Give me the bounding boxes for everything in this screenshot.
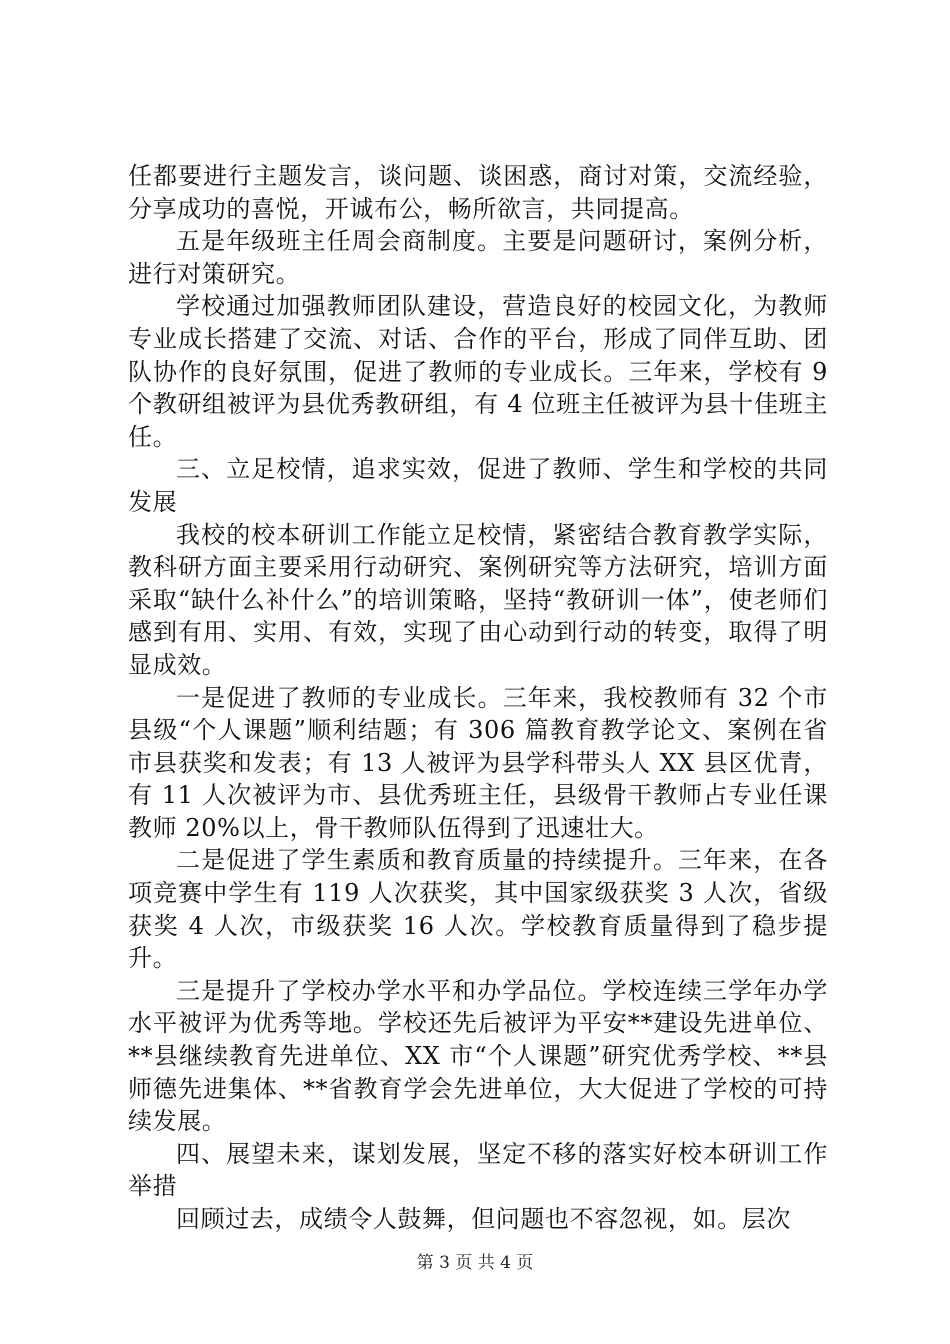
- section-heading-four: 四、展望未来，谋划发展，坚定不移的落实好校本研训工作举措: [128, 1139, 828, 1201]
- section-heading-three: 三、立足校情，追求实效，促进了教师、学生和学校的共同发展: [128, 455, 828, 516]
- document-body: [128, 160, 828, 1236]
- paragraph-school-research: 我校的校本研训工作能立足校情，紧密结合教育教学实际，教科研方面主要采用行动研究、案例研究等方法研究，培训方面采取“缺什么补什么”的培训策略，坚持“教研训一体”，使老师们感到有用、实用、有效，实现了由心动到行动的转变，取得了明显成效。: [128, 520, 828, 679]
- paragraph-student-quality: 二是促进了学生素质和教育质量的持续提升。三年来，在各项竞赛中学生有 119 人次获奖，其中国家级获奖 3 人次，省级获奖 4 人次，市级获奖 16 人次。学校教育质量得到了稳步提升。: [128, 846, 828, 973]
- paragraph-continuation: 任都要进行主题发言，谈问题、谈困惑，商讨对策，交流经验，分享成功的喜悦，开诚布公，畅所欲言，共同提高。: [128, 162, 828, 223]
- paragraph-team-building: 学校通过加强教师团队建设，营造良好的校园文化，为教师专业成长搭建了交流、对话、合作的平台，形成了同伴互助、团队协作的良好氛围，促进了教师的专业成长。三年来，学校有 9 个教研组被评为县优秀教研组，有 4 位班主任被评为县十佳班主任。: [128, 292, 828, 451]
- paragraph-item-five: 五是年级班主任周会商制度。主要是问题研讨，案例分析，进行对策研究。: [128, 227, 828, 288]
- paragraph-teacher-growth: 一是促进了教师的专业成长。三年来，我校教师有 32 个市县级“个人课题”顺利结题；有 306 篇教育教学论文、案例在省市县获奖和发表；有 13 人被评为县学科带头人 XX 县区优青，有 11 人次被评为市、县优秀班主任，县级骨干教师占专业任课教师 20%以上，骨干教师队伍得到了迅速壮大。: [128, 683, 828, 842]
- page-number: 第 3 页 共 4 页: [416, 1253, 534, 1273]
- paragraph-review: 回顾过去，成绩令人鼓舞，但问题也不容忽视，如。层次: [176, 1205, 791, 1233]
- paragraph-school-level: 三是提升了学校办学水平和办学品位。学校连续三学年办学水平被评为优秀等地。学校还先后被评为平安**建设先进单位、**县继续教育先进单位、XX 市“个人课题”研究优秀学校、**县师德先进集体、**省教育学会先进单位，大大促进了学校的可持续发展。: [128, 976, 828, 1136]
- page-footer: [0, 1248, 950, 1273]
